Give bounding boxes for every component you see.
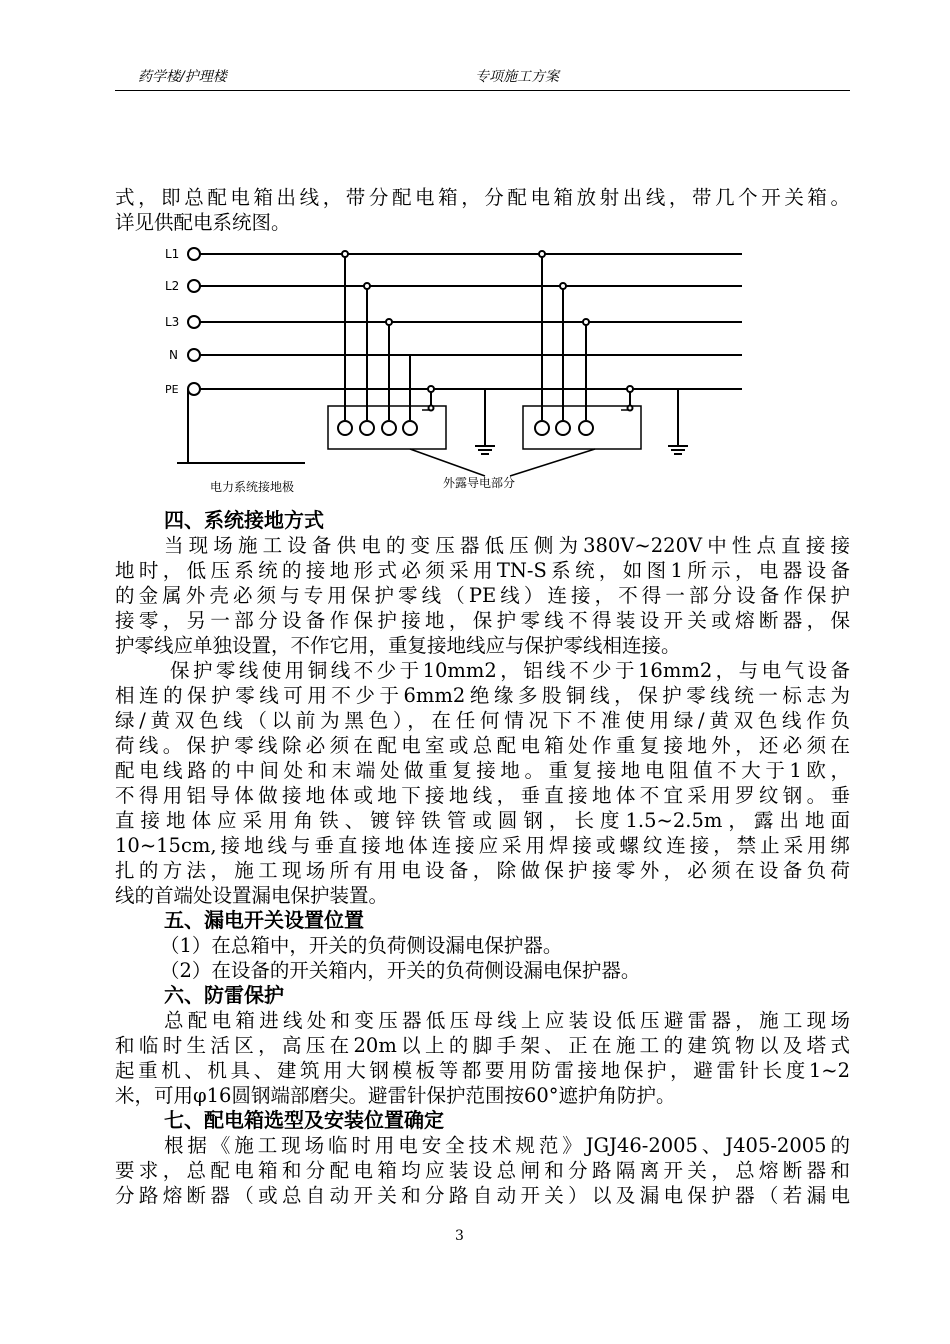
section-6-heading: 六、防雷保护 bbox=[164, 983, 284, 1007]
s7-line-2: 要求，总配电箱和分配电箱均应装设总闸和分路隔离开关，总熔断器和 bbox=[115, 1159, 850, 1182]
s4-p1-line-5: 护零线应单独设置，不作它用，重复接地线应与保护零线相连接。 bbox=[115, 634, 681, 657]
line-label-l3: L3 bbox=[165, 315, 180, 329]
distribution-box-1 bbox=[328, 251, 495, 454]
s4-p2-line-2: 相连的保护零线可用不少于6mm2绝缘多股铜线，保护零线统一标志为 bbox=[115, 684, 850, 707]
line-label-l1: L1 bbox=[165, 247, 180, 261]
intro-line-2: 详见供配电系统图。 bbox=[115, 211, 291, 234]
s4-p2-line-4: 荷线。保护零线除必须在配电室或总配电箱处作重复接地外，还必须在 bbox=[115, 734, 850, 757]
bus-lines bbox=[188, 248, 742, 395]
s6-line-2: 和临时生活区，高压在20m以上的脚手架、正在施工的建筑物以及塔式 bbox=[115, 1034, 850, 1057]
line-label-l2: L2 bbox=[165, 279, 180, 293]
s6-line-3: 起重机、机具、建筑用大钢模板等都要用防雷接地保护，避雷针长度1~2 bbox=[115, 1059, 850, 1082]
s4-p2-line-9: 扎的方法，施工现场所有用电设备，除做保护接零外，必须在设备负荷 bbox=[115, 859, 850, 882]
s5-item-2: （2）在设备的开关箱内，开关的负荷侧设漏电保护器。 bbox=[160, 959, 641, 982]
s4-p1-line-2: 地时，低压系统的接地形式必须采用TN-S系统，如图1所示，电器设备 bbox=[115, 559, 850, 582]
system-ground bbox=[177, 389, 305, 463]
label-exposed-conductive: 外露导电部分 bbox=[443, 476, 516, 490]
s4-p2-line-8: 10~15cm,接地线与垂直接地体连接应采用焊接或螺纹连接，禁止采用绑 bbox=[115, 834, 850, 857]
s6-line-1: 总配电箱进线处和变压器低压母线上应装设低压避雷器，施工现场 bbox=[164, 1009, 850, 1032]
line-label-n: N bbox=[169, 348, 178, 362]
header-rule bbox=[115, 90, 850, 91]
s4-p2-line-3: 绿/黄双色线（以前为黑色），在任何情况下不准使用绿/黄双色线作负 bbox=[115, 709, 850, 732]
section-7-heading: 七、配电箱选型及安装位置确定 bbox=[164, 1108, 444, 1132]
tn-s-wiring-diagram bbox=[155, 238, 755, 498]
page-number: 3 bbox=[455, 1228, 464, 1244]
s4-p2-line-1: 保护零线使用铜线不少于10mm2，铝线不少于16mm2，与电气设备 bbox=[170, 659, 850, 682]
s4-p2-line-7: 直接地体应采用角铁、镀锌铁管或圆钢，长度1.5~2.5m，露出地面 bbox=[115, 809, 850, 832]
s4-p2-line-6: 不得用铝导体做接地体或地下接地线，垂直接地体不宜采用罗纹钢。垂 bbox=[115, 784, 850, 807]
line-label-pe: PE bbox=[165, 383, 179, 396]
header-left: 药学楼/护理楼 bbox=[138, 69, 227, 85]
s4-p2-line-10: 线的首端处设置漏电保护装置。 bbox=[115, 884, 389, 907]
s4-p1-line-1: 当现场施工设备供电的变压器低压侧为380V~220V中性点直接接 bbox=[164, 534, 850, 557]
callout-lines bbox=[410, 449, 595, 476]
s5-item-1: （1）在总箱中，开关的负荷侧设漏电保护器。 bbox=[160, 934, 563, 957]
section-4-heading: 四、系统接地方式 bbox=[164, 508, 324, 532]
s7-line-3: 分路熔断器（或总自动开关和分路自动开关）以及漏电保护器（若漏电 bbox=[115, 1184, 850, 1207]
s4-p1-line-3: 的金属外壳必须与专用保护零线（PE线）连接，不得一部分设备作保护 bbox=[115, 584, 850, 607]
s6-line-4: 米，可用φ16圆钢端部磨尖。避雷针保护范围按60°遮护角防护。 bbox=[115, 1084, 676, 1107]
s4-p2-line-5: 配电线路的中间处和末端处做重复接地。重复接地电阻值不大于1欧， bbox=[115, 759, 850, 782]
s4-p1-line-4: 接零，另一部分设备作保护接地，保护零线不得装设开关或熔断器，保 bbox=[115, 609, 850, 632]
intro-line-1: 式，即总配电箱出线，带分配电箱，分配电箱放射出线，带几个开关箱。 bbox=[115, 186, 850, 209]
label-system-ground: 电力系统接地极 bbox=[210, 480, 295, 494]
s7-line-1: 根据《施工现场临时用电安全技术规范》JGJ46-2005、J405-2005的 bbox=[164, 1134, 850, 1157]
distribution-box-2 bbox=[523, 251, 688, 454]
section-5-heading: 五、漏电开关设置位置 bbox=[164, 908, 364, 932]
header-center: 专项施工方案 bbox=[475, 69, 559, 85]
